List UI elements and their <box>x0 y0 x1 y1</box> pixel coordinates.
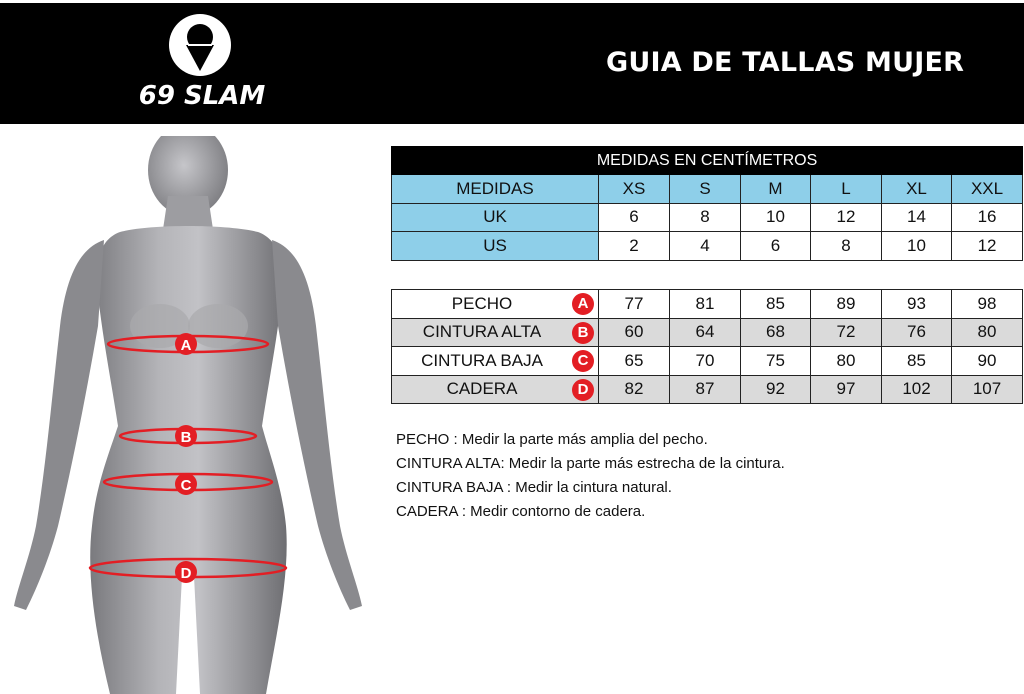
measure-label <box>392 347 599 376</box>
value-cell: 92 <box>741 375 811 404</box>
size-cell: M <box>741 175 811 204</box>
note-line: PECHO : Medir la parte más amplia del pecho. <box>396 431 708 448</box>
value-cell: 90 <box>952 347 1023 376</box>
logo-text: 69 SLAM <box>138 81 266 111</box>
table-row <box>392 375 1023 404</box>
marker-b-icon <box>175 425 197 447</box>
measure-label-text: CINTURA ALTA <box>422 322 542 342</box>
size-cell: L <box>811 175 882 204</box>
body-silhouette <box>14 136 362 694</box>
svg-text:D: D <box>180 565 192 582</box>
measure-label <box>392 318 599 347</box>
size-cell: XXL <box>952 175 1023 204</box>
value-cell: 85 <box>741 290 811 319</box>
size-cell: 8 <box>670 203 741 232</box>
value-cell: 98 <box>952 290 1023 319</box>
measurement-notes <box>396 428 785 524</box>
measurements-table <box>391 289 1023 404</box>
brand-logo <box>112 11 292 117</box>
value-cell: 87 <box>670 375 741 404</box>
ice-cream-icon <box>112 11 292 83</box>
marker-a-icon: A <box>572 293 594 315</box>
note-line: CINTURA BAJA : Medir la cintura natural. <box>396 479 672 496</box>
value-cell: 75 <box>741 347 811 376</box>
size-cell: 6 <box>599 203 670 232</box>
value-cell: 97 <box>811 375 882 404</box>
marker-c-icon: C <box>572 350 594 372</box>
size-cell: 8 <box>811 232 882 261</box>
table-row <box>392 203 1023 232</box>
row-label: UK <box>392 203 599 232</box>
size-cell: 16 <box>952 203 1023 232</box>
measure-label <box>392 290 599 319</box>
value-cell: 102 <box>882 375 952 404</box>
size-cell: 10 <box>882 232 952 261</box>
header-bar <box>0 0 1024 124</box>
table-row <box>392 347 1023 376</box>
measure-label-text: CADERA <box>446 379 518 399</box>
value-cell: 60 <box>599 318 670 347</box>
size-cell: 14 <box>882 203 952 232</box>
size-cell: S <box>670 175 741 204</box>
size-cell: 2 <box>599 232 670 261</box>
value-cell: 72 <box>811 318 882 347</box>
marker-d-icon <box>175 561 197 583</box>
value-cell: 81 <box>670 290 741 319</box>
measure-label <box>392 375 599 404</box>
measure-label-text: PECHO <box>451 293 513 313</box>
note-line: CINTURA ALTA: Medir la parte más estrecha de la cintura. <box>396 455 785 472</box>
table-caption: MEDIDAS EN CENTÍMETROS <box>392 147 1023 175</box>
table-row <box>392 290 1023 319</box>
size-cell: XL <box>882 175 952 204</box>
size-cell: 4 <box>670 232 741 261</box>
table-caption-row <box>392 147 1023 175</box>
body-figure <box>0 136 380 694</box>
value-cell: 82 <box>599 375 670 404</box>
table-row <box>392 232 1023 261</box>
table-row <box>392 318 1023 347</box>
row-label: MEDIDAS <box>392 175 599 204</box>
svg-text:B: B <box>180 429 192 446</box>
page-title: GUIA DE TALLAS MUJER <box>606 47 965 78</box>
marker-c-icon <box>175 473 197 495</box>
svg-text:A: A <box>180 337 192 354</box>
value-cell: 107 <box>952 375 1023 404</box>
value-cell: 77 <box>599 290 670 319</box>
size-cell: 10 <box>741 203 811 232</box>
marker-a-icon <box>175 333 197 355</box>
value-cell: 85 <box>882 347 952 376</box>
size-cell: 12 <box>952 232 1023 261</box>
value-cell: 76 <box>882 318 952 347</box>
marker-b-icon: B <box>572 322 594 344</box>
row-label: US <box>392 232 599 261</box>
measure-label-text: CINTURA BAJA <box>421 350 543 370</box>
value-cell: 89 <box>811 290 882 319</box>
value-cell: 80 <box>952 318 1023 347</box>
marker-d-icon: D <box>572 379 594 401</box>
note-line: CADERA : Medir contorno de cadera. <box>396 503 646 520</box>
size-cell: 12 <box>811 203 882 232</box>
value-cell: 80 <box>811 347 882 376</box>
value-cell: 93 <box>882 290 952 319</box>
size-cell: 6 <box>741 232 811 261</box>
value-cell: 64 <box>670 318 741 347</box>
size-cell: XS <box>599 175 670 204</box>
table-row <box>392 175 1023 204</box>
svg-text:C: C <box>180 477 192 494</box>
value-cell: 65 <box>599 347 670 376</box>
size-equivalence-table <box>391 146 1023 261</box>
value-cell: 68 <box>741 318 811 347</box>
value-cell: 70 <box>670 347 741 376</box>
